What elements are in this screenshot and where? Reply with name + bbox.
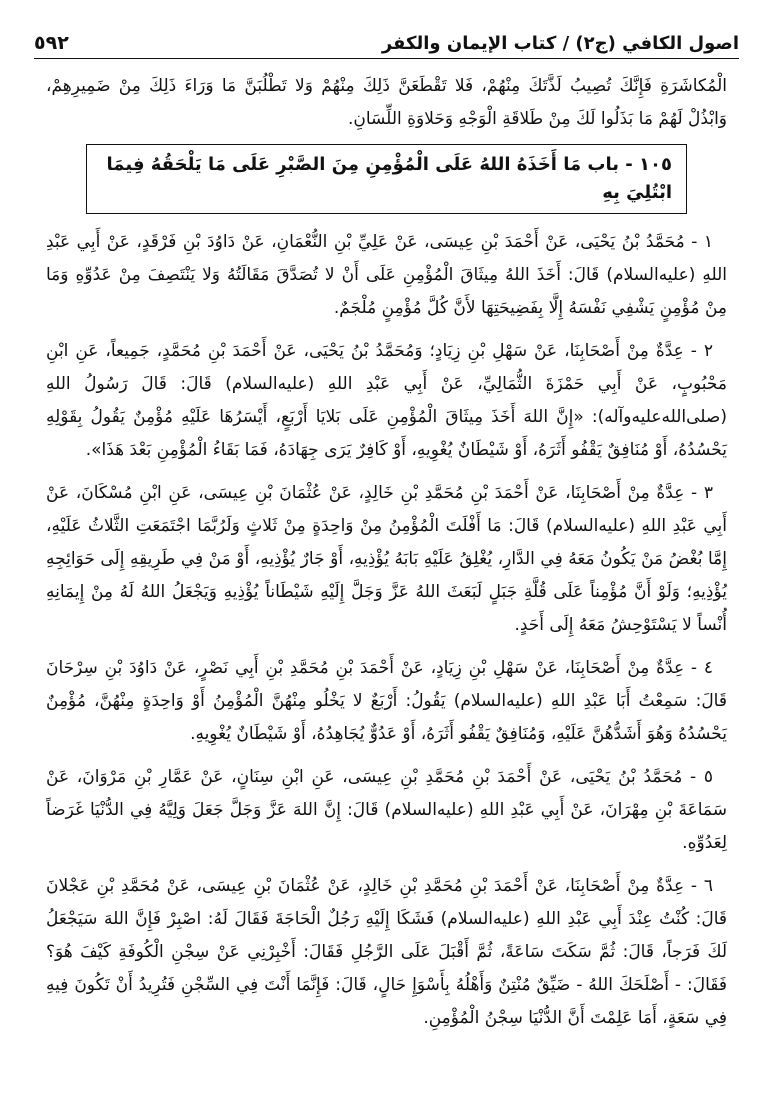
page-header bbox=[34, 22, 739, 59]
hadith-2: ٢ - عِدَّةٌ مِنْ أَصْحَابِنَا، عَنْ سَهْلِ بْنِ زِيَادٍ؛ وَمُحَمَّدُ بْنُ يَحْيَى، عَنْ أَحْمَدَ بْنِ مُحَمَّدٍ، جَمِيعاً، عَنِ ابْنِ مَحْبُوبٍ، عَنْ أَبِي حَمْزَةَ الثُّمَالِيِّ، عَنْ أَبِي عَبْدِ اللهِ (عليه‌السلام) قَالَ: قَالَ رَسُولُ اللهِ (صلى‌الله‌عليه‌وآله): «إِنَّ اللهَ أَخَذَ مِيثَاقَ الْمُؤْمِنِ عَلَى بَلايَا أَرْبَعٍ، أَيْسَرُهَا عَلَيْهِ مُؤْمِنٌ يَقُولُ بِقَوْلِهِ يَحْسُدُهُ، أَوْ مُنَافِقٌ يَقْفُو أَثَرَهُ، أَوْ شَيْطَانٌ يُغْوِيهِ، أَوْ كَافِرٌ يَرَى جِهَادَهُ، فَمَا بَقَاءُ الْمُؤْمِنِ بَعْدَ هَذَا». bbox=[46, 341, 727, 460]
intro-paragraph: الْمُكاشَرَةِ فَإِنَّكَ تُصِيبُ لَذَّتَكَ مِنْهُمْ، فَلا تَقْطَعَنَّ ذَلِكَ مِنْهُمْ وَلا تَطْلُبَنَّ مَا وَرَاءَ ذَلِكَ مِنْ ضَمِيرِهِمْ، وَابْذُلْ لَهُمْ مَا بَذَلُوا لَكَ مِنْ طَلاقَةِ الْوَجْهِ وَحَلاوَةِ اللِّسَانِ. bbox=[46, 76, 727, 129]
hadith-5: ٥ - مُحَمَّدُ بْنُ يَحْيَى، عَنْ أَحْمَدَ بْنِ مُحَمَّدِ بْنِ عِيسَى، عَنِ ابْنِ سِنَانٍ، عَنْ عَمَّارِ بْنِ مَرْوَانَ، عَنْ سَمَاعَةَ بْنِ مِهْرَانَ، عَنْ أَبِي عَبْدِ اللهِ (عليه‌السلام) قَالَ: إِنَّ اللهَ عَزَّ وَجَلَّ جَعَلَ وَلِيَّهُ فِي الدُّنْيَا غَرَضاً لِعَدُوِّهِ. bbox=[46, 767, 727, 853]
book-title: اصول الكافي (ج٢) / كتاب الإيمان والكفر bbox=[381, 33, 739, 54]
page-content bbox=[46, 70, 727, 1035]
hadith-1: ١ - مُحَمَّدُ بْنُ يَحْيَى، عَنْ أَحْمَدَ بْنِ عِيسَى، عَنْ عَلِيِّ بْنِ النُّعْمَانِ، عَنْ دَاوُدَ بْنِ فَرْقَدٍ، عَنْ أَبِي عَبْدِ اللهِ (عليه‌السلام) قَالَ: أَخَذَ اللهُ مِيثَاقَ الْمُؤْمِنِ عَلَى أَنْ لا تُصَدَّقَ مَقَالَتُهُ وَلا يَنْتَصِفَ مِنْ عَدُوِّهِ وَمَا مِنْ مُؤْمِنٍ يَشْفِي نَفْسَهُ إِلَّا بِفَضِيحَتِهَا لأَنَّ كُلَّ مُؤْمِنٍ مُلْجَمٌ. bbox=[46, 232, 727, 318]
page-number: ٥٩٢ bbox=[34, 32, 69, 54]
hadith-3: ٣ - عِدَّةٌ مِنْ أَصْحَابِنَا، عَنْ أَحْمَدَ بْنِ مُحَمَّدِ بْنِ خَالِدٍ، عَنْ عُثْمَانَ بْنِ عِيسَى، عَنِ ابْنِ مُسْكَانَ، عَنْ أَبِي عَبْدِ اللهِ (عليه‌السلام) قَالَ: مَا أَفْلَتَ الْمُؤْمِنُ مِنْ وَاحِدَةٍ مِنْ ثَلاثٍ وَلَرُبَّمَا اجْتَمَعَتِ الثَّلاثُ عَلَيْهِ، إِمَّا بُغْضُ مَنْ يَكُونُ مَعَهُ فِي الدَّارِ، يُغْلِقُ عَلَيْهِ بَابَهُ يُؤْذِيهِ، أَوْ جَارٌ يُؤْذِيهِ، أَوْ مَنْ فِي طَرِيقِهِ إِلَى حَوَائِجِهِ يُؤْذِيهِ؛ وَلَوْ أَنَّ مُؤْمِناً عَلَى قُلَّةِ جَبَلٍ لَبَعَثَ اللهُ عَزَّ وَجَلَّ إِلَيْهِ شَيْطَاناً يُؤْذِيهِ وَيَجْعَلُ اللهُ لَهُ مِنْ إِيمَانِهِ أُنْساً لا يَسْتَوْحِشُ مَعَهُ إِلَى أَحَدٍ. bbox=[46, 483, 727, 635]
hadith-6: ٦ - عِدَّةٌ مِنْ أَصْحَابِنَا، عَنْ أَحْمَدَ بْنِ مُحَمَّدِ بْنِ خَالِدٍ، عَنْ عُثْمَانَ بْنِ عِيسَى، عَنْ مُحَمَّدِ بْنِ عَجْلانَ قَالَ: كُنْتُ عِنْدَ أَبِي عَبْدِ اللهِ (عليه‌السلام) فَشَكَا إِلَيْهِ رَجُلٌ الْحَاجَةَ فَقَالَ لَهُ: اصْبِرْ فَإِنَّ اللهَ سَيَجْعَلُ لَكَ فَرَجاً، قَالَ: ثُمَّ سَكَتَ سَاعَةً، ثُمَّ أَقْبَلَ عَلَى الرَّجُلِ فَقَالَ: أَخْبِرْنِي عَنْ سِجْنِ الْكُوفَةِ كَيْفَ هُوَ؟ فَقَالَ: - أَصْلَحَكَ اللهُ - ضَيِّقٌ مُنْتِنٌ وَأَهْلُهُ بِأَسْوَإِ حَالٍ، قَالَ: فَإِنَّمَا أَنْتَ فِي السِّجْنِ فَتُرِيدُ أَنْ تَكُونَ فِيهِ فِي سَعَةٍ، أَمَا عَلِمْتَ أَنَّ الدُّنْيَا سِجْنُ الْمُؤْمِنِ. bbox=[46, 876, 727, 1028]
chapter-heading: ١٠٥ - باب مَا أَخَذَهُ اللهُ عَلَى الْمُؤْمِنِ مِنَ الصَّبْرِ عَلَى مَا يَلْحَقُهُ فِيمَا ابْتُلِيَ بِهِ bbox=[86, 144, 687, 214]
hadith-4: ٤ - عِدَّةٌ مِنْ أَصْحَابِنَا، عَنْ سَهْلِ بْنِ زِيَادٍ، عَنْ أَحْمَدَ بْنِ مُحَمَّدِ بْنِ أَبِي نَصْرٍ، عَنْ دَاوُدَ بْنِ سِرْحَانَ قَالَ: سَمِعْتُ أَبَا عَبْدِ اللهِ (عليه‌السلام) يَقُولُ: أَرْبَعٌ لا يَخْلُو مِنْهُنَّ الْمُؤْمِنُ أَوْ وَاحِدَةٍ مِنْهُنَّ، مُؤْمِنٌ يَحْسُدُهُ وَهُوَ أَشَدُّهُنَّ عَلَيْهِ، وَمُنَافِقٌ يَقْفُو أَثَرَهُ، أَوْ عَدُوٌّ يُجَاهِدُهُ، أَوْ شَيْطَانٌ يُغْوِيهِ. bbox=[46, 658, 727, 744]
